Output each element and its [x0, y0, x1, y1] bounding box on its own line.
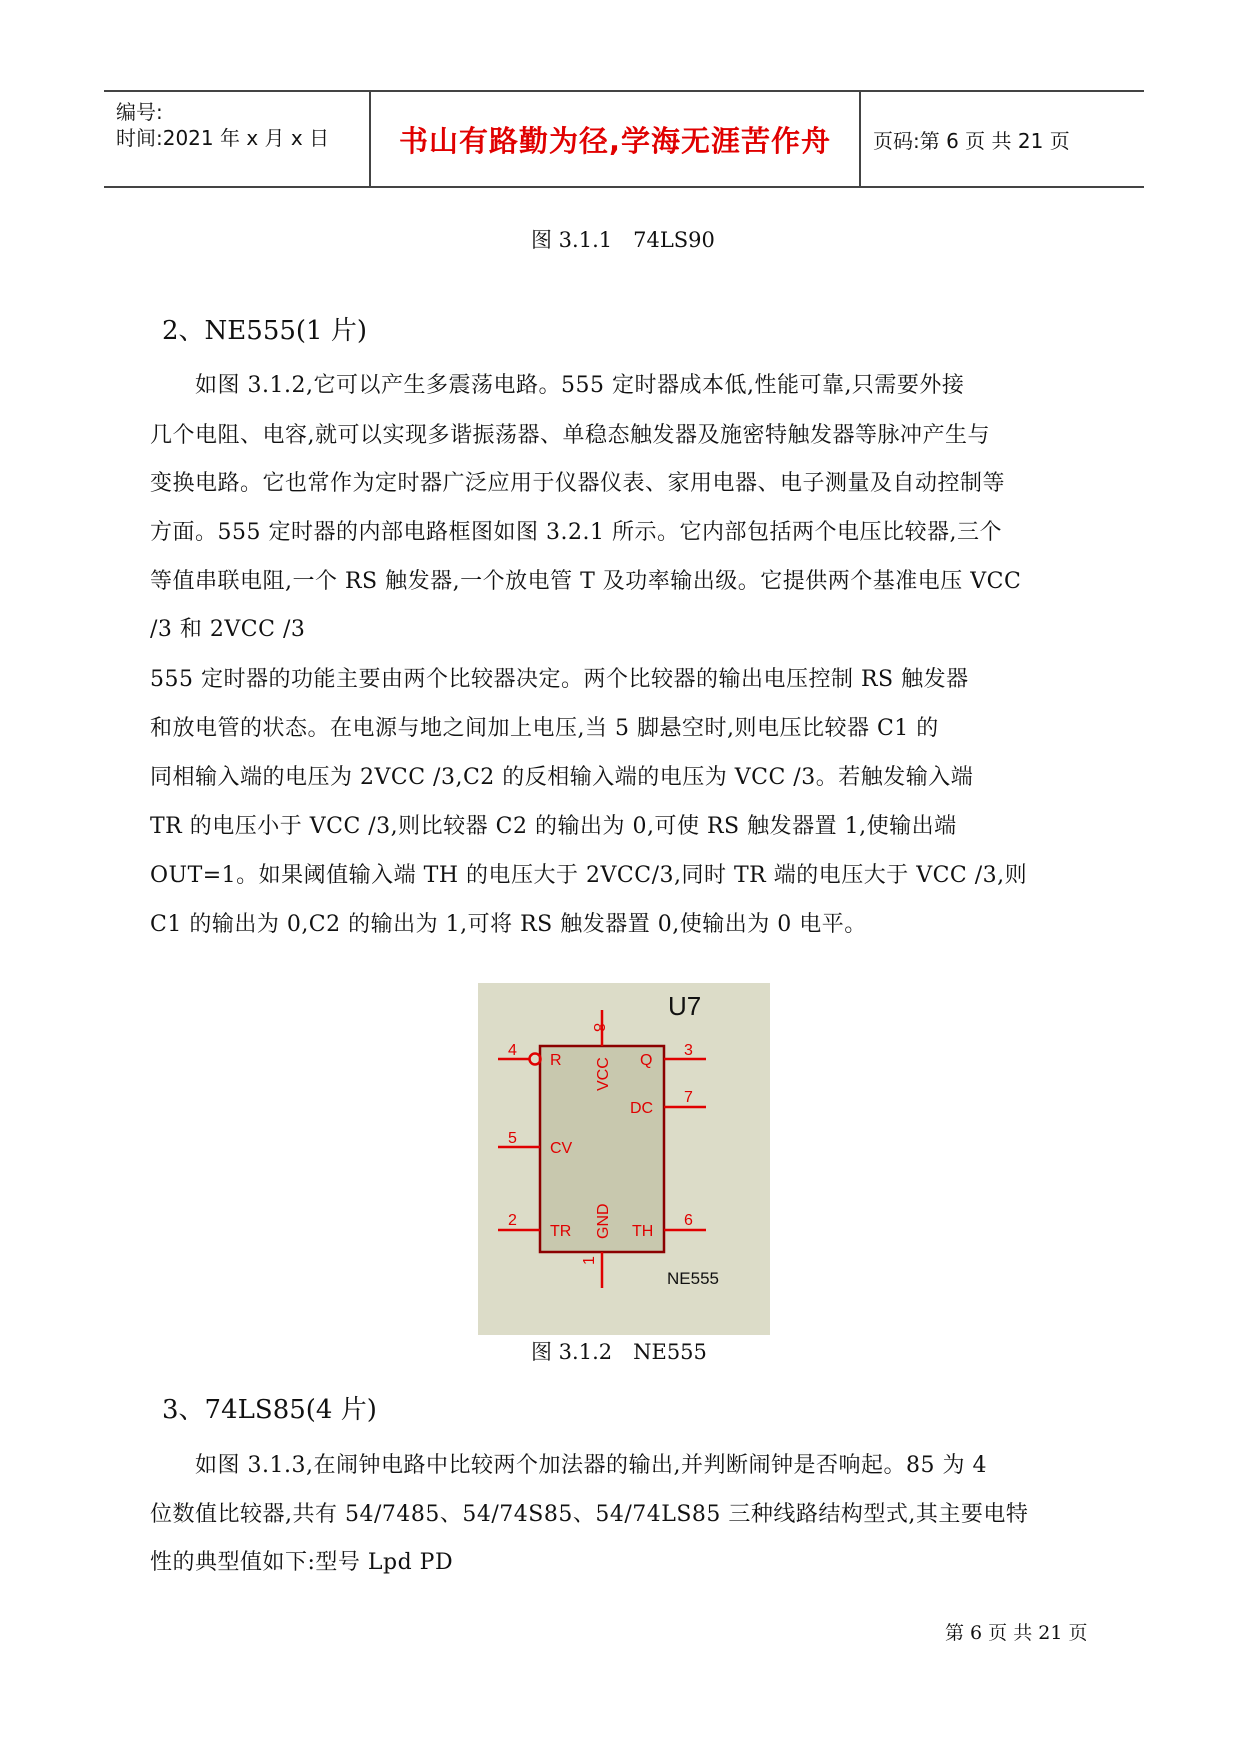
paragraph-line: C1 的输出为 0,C2 的输出为 1,可将 RS 触发器置 0,使输出为 0 电平。	[150, 912, 867, 937]
paragraph-line: 同相输入端的电压为 2VCC /3,C2 的反相输入端的电压为 VCC /3。若触发输入端	[150, 765, 974, 790]
number-label: 编号:	[116, 100, 163, 124]
paragraph-line: 方面。555 定时器的内部电路框图如图 3.2.1 所示。它内部包括两个电压比较器,三个	[150, 520, 1002, 545]
time-label: 时间:2021 年 x 月 x 日	[116, 126, 330, 150]
pin-label-r: R	[550, 1052, 562, 1069]
paragraph-line: 位数值比较器,共有 54/7485、54/74S85、54/74LS85 三种线路结构型式,其主要电特	[150, 1502, 1029, 1527]
header-left-cell	[104, 92, 371, 186]
paragraph-line: 等值串联电阻,一个 RS 触发器,一个放电管 T 及功率输出级。它提供两个基准电压 VCC	[150, 569, 1022, 594]
pin-number-1: 1	[581, 1256, 598, 1265]
section-heading-74ls85: 3、74LS85(4 片)	[162, 1395, 377, 1425]
pin-number-8: 8	[590, 1023, 607, 1032]
pin-label-gnd: GND	[595, 1203, 612, 1239]
paragraph-line: 和放电管的状态。在电源与地之间加上电压,当 5 脚悬空时,则电压比较器 C1 的	[150, 716, 939, 741]
pin-label-vcc: VCC	[595, 1057, 612, 1091]
paragraph-line: 性的典型值如下:型号 Lpd PD	[150, 1550, 454, 1575]
paragraph-line: OUT=1。如果阈值输入端 TH 的电压大于 2VCC/3,同时 TR 端的电压大于 VCC /3,则	[150, 863, 1028, 888]
paragraph-line: 如图 3.1.3,在闹钟电路中比较两个加法器的输出,并判断闹钟是否响起。85 为 4	[150, 1453, 987, 1478]
pin-number-4: 4	[508, 1042, 517, 1059]
pin-label-cv: CV	[550, 1140, 573, 1157]
figure-caption-3-1-2: 图 3.1.2 NE555	[531, 1340, 707, 1364]
page-footer: 第 6 页 共 21 页	[945, 1622, 1088, 1644]
paragraph-line: 555 定时器的功能主要由两个比较器决定。两个比较器的输出电压控制 RS 触发器	[150, 667, 969, 692]
page-info: 页码:第 6 页 共 21 页	[873, 129, 1070, 153]
header-mid-cell	[371, 92, 861, 186]
section-heading-ne555: 2、NE555(1 片)	[162, 316, 367, 346]
paragraph-line: 几个电阻、电容,就可以实现多谐振荡器、单稳态触发器及施密特触发器等脉冲产生与	[150, 423, 990, 448]
paragraph-line: /3 和 2VCC /3	[150, 617, 306, 642]
paragraph-line: 变换电路。它也常作为定时器广泛应用于仪器仪表、家用电器、电子测量及自动控制等	[150, 471, 1006, 496]
ref-label: U7	[668, 991, 702, 1021]
pin-number-6: 6	[684, 1212, 693, 1229]
page-header	[104, 90, 1144, 188]
paragraph-line: 如图 3.1.2,它可以产生多震荡电路。555 定时器成本低,性能可靠,只需要外接	[150, 373, 965, 398]
pin-number-2: 2	[508, 1212, 517, 1229]
header-right-cell	[861, 92, 1144, 186]
header-motto: 书山有路勤为径,学海无涯苦作舟	[398, 124, 832, 158]
ne555-schematic-svg	[478, 983, 770, 1335]
pin-label-tr: TR	[550, 1223, 572, 1240]
pin-number-3: 3	[684, 1042, 693, 1059]
figure-caption-3-1-1: 图 3.1.1 74LS90	[531, 228, 715, 252]
pin-number-5: 5	[508, 1130, 517, 1147]
pin-label-dc: DC	[630, 1100, 654, 1117]
pin-number-7: 7	[684, 1089, 693, 1106]
pin-label-th: TH	[632, 1223, 654, 1240]
part-label: NE555	[667, 1269, 719, 1288]
ne555-schematic-figure	[478, 983, 770, 1335]
paragraph-line: TR 的电压小于 VCC /3,则比较器 C2 的输出为 0,可使 RS 触发器置 1,使输出端	[150, 814, 957, 839]
pin-label-q: Q	[640, 1052, 653, 1069]
